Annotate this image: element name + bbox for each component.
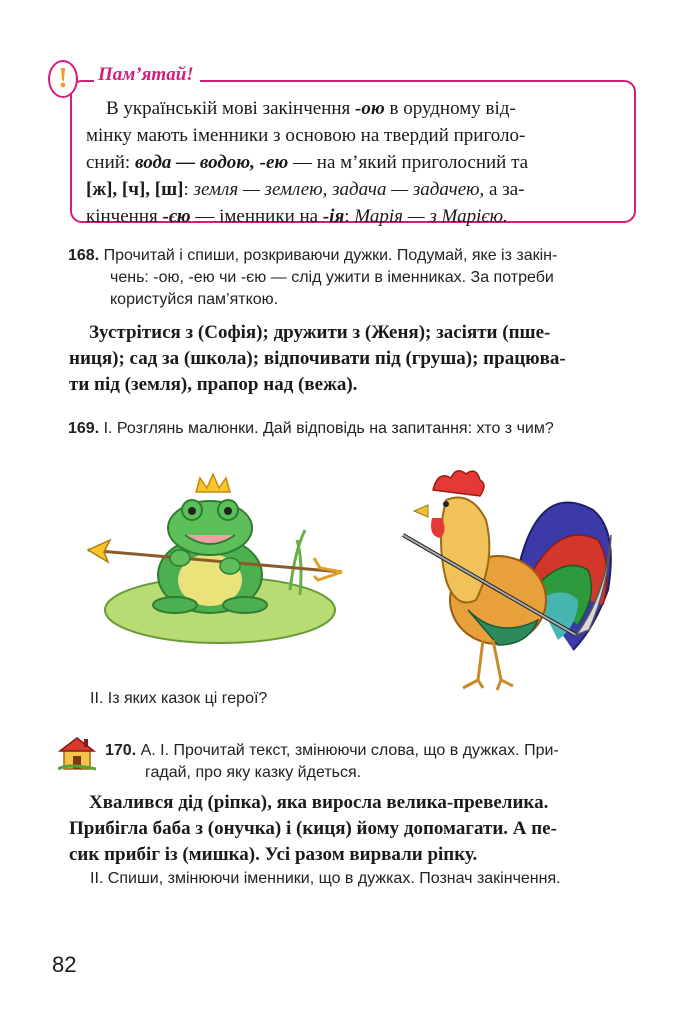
exercise-170-task: 170. А. I. Прочитай текст, змінюючи слова, що в дужках. При- гадай, про яку казку йдеться. xyxy=(105,742,559,781)
reminder-line: кінчення -єю — іменники на -ія: Марія — з Марією. xyxy=(86,206,508,227)
exercise-number: 168. xyxy=(68,247,100,264)
exercise-168-task: 168. Прочитай і спиши, розкриваючи дужки. Подумай, яке із закін- чень: -ою, -ею чи -єю — слід ужити в іменниках. За потреби користуйся пам’яткою. xyxy=(68,247,558,308)
exercise-number: 169. xyxy=(68,420,100,437)
reminder-line: [ж], [ч], [ш]: земля — землею, задача — задачею, а за- xyxy=(86,179,525,200)
exercise-170-text: Хвалився дід (ріпка), яка виросла велика-превелика. Прибігла баба з (онучка) і (киця) йому допомагати. А пе- сик прибіг із (мишка). Усі разом вирвали ріпку. xyxy=(69,792,557,865)
page-number: 82 xyxy=(52,952,77,977)
exercise-170-task-2: II. Спиши, змінюючи іменники, що в дужках. Познач закінчення. xyxy=(90,870,561,887)
house-icon xyxy=(58,735,96,771)
frog-prince-illustration xyxy=(80,470,350,650)
reminder-title: Пам’ятай! xyxy=(94,64,200,86)
rooster-illustration xyxy=(388,460,648,700)
reminder-line: В українській мові закінчення -ою в орудному від- xyxy=(106,98,516,119)
reminder-header xyxy=(48,60,638,94)
reminder-line: мінку мають іменники з основою на твердий приголо- xyxy=(86,125,526,146)
exercise-169-task-2: II. Із яких казок ці герої? xyxy=(90,690,268,707)
frog-head xyxy=(168,501,252,555)
comb xyxy=(433,471,484,496)
reminder-text xyxy=(86,95,626,230)
exercise-168-text: Зустрітися з (Софія); дружити з (Женя); засіяти (пше- ниця); сад за (школа); відпочивати під (груша); працюва- ти під (земля), прапор над (вежа). xyxy=(69,322,566,395)
crown xyxy=(196,474,230,492)
wattle xyxy=(431,518,445,538)
exclamation-icon: ! xyxy=(48,60,78,98)
exercise-number: 170. xyxy=(105,742,137,759)
exercise-169-task: 169. I. Розглянь малюнки. Дай відповідь на запитання: хто з чим? xyxy=(68,420,554,437)
reminder-line: сний: вода — водою, -ею — на м’який приголосний та xyxy=(86,152,529,173)
